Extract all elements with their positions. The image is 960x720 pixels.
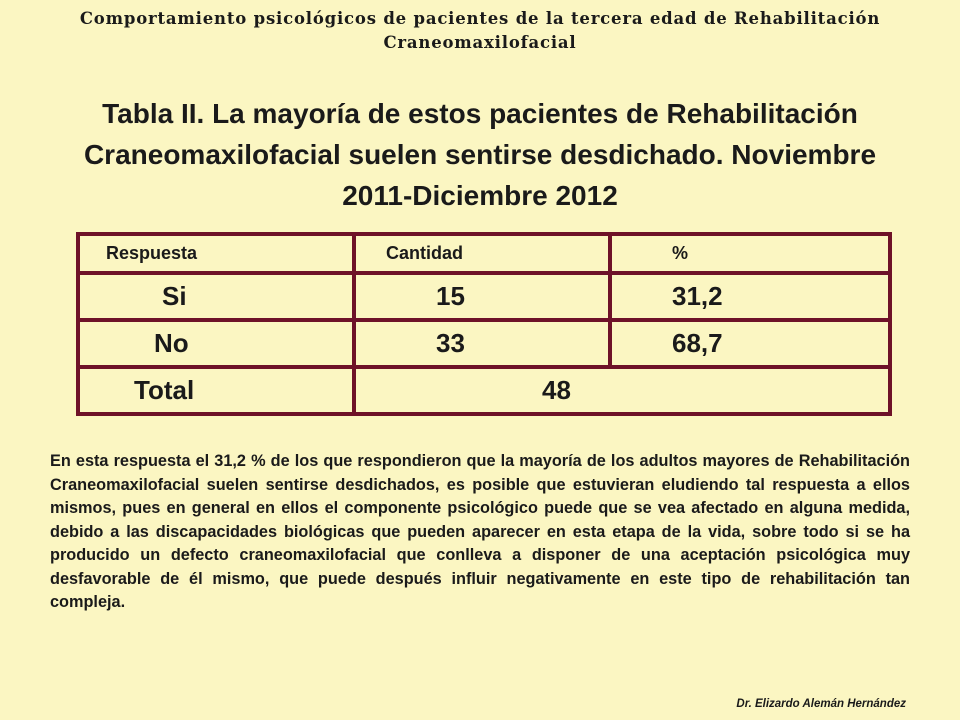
title-line-1: Tabla II. La mayoría de estos pacientes de Rehabilitación: [102, 98, 858, 129]
total-label: Total: [78, 367, 354, 414]
results-table: [76, 232, 892, 416]
table-row: [78, 273, 890, 320]
table-title: [20, 93, 940, 216]
total-value: 48: [354, 367, 890, 414]
header-cantidad: Cantidad: [354, 234, 610, 273]
header-line-2: Craneomaxilofacial: [383, 33, 577, 52]
table-total-row: [78, 367, 890, 414]
row-no-percent: 68,7: [610, 320, 890, 367]
row-si-count: 15: [354, 273, 610, 320]
row-si-answer: Si: [78, 273, 354, 320]
header-line-1: Comportamiento psicológicos de pacientes de la tercera edad de Rehabilitación: [79, 9, 881, 28]
table-header-row: [78, 234, 890, 273]
header-respuesta: Respuesta: [78, 234, 354, 273]
author-credit: Dr. Elizardo Alemán Hernández: [736, 698, 906, 710]
row-no-answer: No: [78, 320, 354, 367]
explanation-paragraph: En esta respuesta el 31,2 % de los que respondieron que la mayoría de los adultos mayores de Rehabilitación Craneomaxilofacial suelen sentirse desdichados, es posible que estuvieran eludiendo tal respuesta a ellos mismos, pues en general en ellos el componente psicológico puede que se vea afectado en alguna medida, debido a las discapacidades biológicas que pueden aparecer en esta etapa de la vida, sobre todo si se ha producido un defecto craneomaxilofacial que conlleva a disponer de una aceptación psicológica muy desfavorable de él mismo, que puede después influir negativamente en este tipo de rehabilitación tan compleja.: [50, 452, 910, 611]
slide-header: [40, 7, 920, 55]
row-no-count: 33: [354, 320, 610, 367]
table-row: [78, 320, 890, 367]
title-line-3: 2011-Diciembre 2012: [342, 180, 618, 211]
row-si-percent: 31,2: [610, 273, 890, 320]
title-line-2: Craneomaxilofacial suelen sentirse desdichado. Noviembre: [83, 139, 877, 170]
header-percent: %: [610, 234, 890, 273]
